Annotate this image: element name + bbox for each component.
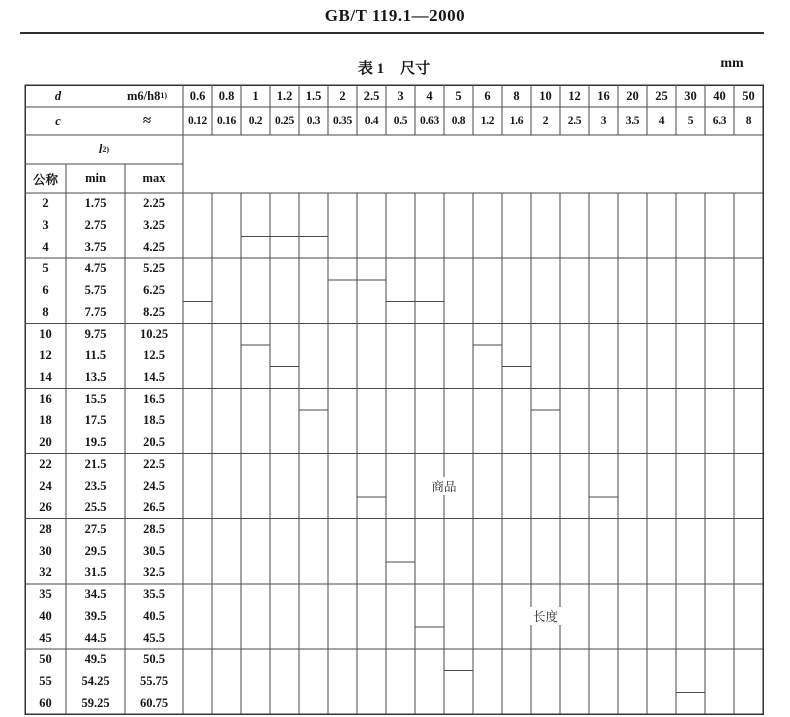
d-value-cell: 10	[539, 88, 552, 103]
doc-number: GB/T 119.1—2000	[324, 6, 466, 25]
c-value-cell: 0.3	[306, 115, 321, 127]
c-value-cell: 1.2	[480, 115, 495, 127]
l-min-cell: 25.5	[84, 500, 107, 515]
c-value-cell: 8	[745, 115, 752, 127]
c-value-cell: 4	[658, 115, 665, 127]
l-max-cell: 22.5	[143, 456, 165, 471]
l-nominal-cell: 50	[39, 652, 52, 667]
l-nominal-cell: 35	[39, 587, 52, 602]
l-max-cell: 35.5	[143, 587, 165, 602]
l-min-cell: 3.75	[84, 239, 107, 254]
l-nominal-cell: 20	[39, 435, 52, 450]
d-value-cell: 8	[513, 88, 520, 103]
d-value-cell: 25	[655, 88, 668, 103]
d-header-label: d	[54, 88, 62, 103]
c-value-cell: 0.5	[393, 115, 408, 127]
l-max-cell: 24.5	[143, 478, 165, 493]
l-max-cell: 20.5	[143, 435, 165, 450]
l-min-cell: 44.5	[84, 630, 107, 645]
l-max-cell: 40.5	[143, 608, 165, 623]
l-max-cell: 4.25	[143, 239, 165, 254]
l-max-cell: 32.5	[143, 565, 165, 580]
c-header-label: c	[55, 113, 61, 128]
l-min-cell: 2.75	[84, 218, 107, 233]
l-min-cell: 54.25	[81, 673, 110, 688]
d-value-cell: 16	[597, 88, 610, 103]
l-nominal-cell: 30	[39, 543, 52, 558]
l-nominal-cell: 2	[42, 196, 49, 211]
l-max-cell: 60.75	[139, 695, 169, 710]
c-value-cell: 3	[600, 115, 607, 127]
d-value-cell: 12	[568, 88, 581, 103]
unit-label: mm	[720, 56, 744, 71]
l-max-cell: 3.25	[143, 218, 165, 233]
l-max-cell: 2.25	[143, 196, 165, 211]
commercial-length-band-label: 长度	[530, 607, 561, 625]
max-column-header: max	[142, 171, 166, 185]
l-min-cell: 17.5	[84, 413, 107, 428]
l-nominal-cell: 40	[39, 608, 52, 623]
d-value-cell: 1	[252, 88, 259, 103]
l-max-cell: 18.5	[143, 413, 165, 428]
commercial-length-band-label: 商品	[428, 477, 459, 495]
d-value-cell: 1.5	[305, 88, 322, 103]
d-tolerance-text: m6/h8	[126, 88, 161, 103]
l-max-cell: 45.5	[143, 630, 165, 645]
l-min-cell: 21.5	[84, 456, 107, 471]
c-value-cell: 2.5	[567, 115, 582, 127]
l-nominal-cell: 18	[39, 413, 52, 428]
l-nominal-cell: 16	[39, 391, 52, 406]
l-nominal-cell: 4	[42, 239, 49, 254]
d-value-cell: 2.5	[363, 88, 380, 103]
l-max-cell: 5.25	[143, 261, 165, 276]
l-max-cell: 6.25	[143, 283, 165, 298]
l-nominal-cell: 14	[39, 370, 52, 384]
l-max-cell: 26.5	[143, 500, 165, 515]
l-max-cell: 14.5	[143, 370, 165, 384]
l-min-cell: 19.5	[84, 435, 107, 450]
d-value-cell: 6	[484, 88, 491, 103]
approx-symbol: ≈	[142, 112, 152, 129]
l-min-cell: 1.75	[84, 196, 107, 211]
l-min-cell: 4.75	[84, 261, 107, 276]
l-nominal-cell: 5	[42, 261, 49, 276]
table-caption-label: 表 1	[357, 61, 385, 77]
l-min-cell: 11.5	[84, 348, 107, 363]
d-value-cell: 1.2	[276, 88, 293, 103]
l-max-cell: 16.5	[143, 391, 165, 406]
c-value-cell: 5	[687, 115, 694, 127]
l-nominal-cell: 12	[39, 348, 52, 363]
l-min-cell: 7.75	[84, 304, 107, 319]
l-nominal-cell: 24	[39, 478, 52, 493]
min-column-header: min	[85, 171, 106, 185]
l-min-cell: 59.25	[81, 695, 110, 710]
nominal-column-header: 公称	[32, 172, 58, 187]
l-nominal-cell: 60	[39, 695, 52, 710]
d-value-cell: 3	[397, 88, 404, 103]
l-min-cell: 39.5	[84, 608, 107, 623]
d-value-cell: 0.8	[218, 88, 235, 103]
l-nominal-cell: 45	[39, 630, 52, 645]
l-nominal-cell: 10	[39, 326, 52, 341]
d-value-cell: 50	[742, 88, 755, 103]
d-value-cell: 30	[684, 88, 697, 103]
c-value-cell: 0.63	[420, 115, 439, 127]
d-value-cell: 20	[626, 88, 639, 103]
c-value-cell: 2	[542, 115, 549, 127]
l-min-cell: 5.75	[84, 283, 107, 298]
l-nominal-cell: 26	[39, 500, 52, 515]
l-max-cell: 8.25	[143, 304, 165, 319]
c-value-cell: 0.16	[217, 115, 236, 127]
c-value-cell: 6.3	[712, 115, 727, 127]
l-max-cell: 30.5	[143, 543, 165, 558]
l-max-cell: 55.75	[139, 673, 169, 688]
l-min-cell: 13.5	[84, 370, 107, 384]
l-min-cell: 29.5	[84, 543, 107, 558]
d-value-cell: 4	[426, 88, 433, 103]
table-caption-title: 尺寸	[400, 61, 431, 77]
l-nominal-cell: 55	[39, 673, 52, 688]
c-value-cell: 0.4	[364, 115, 379, 127]
l-nominal-cell: 3	[42, 218, 49, 233]
c-value-cell: 0.35	[333, 115, 352, 127]
l-max-cell: 12.5	[143, 348, 165, 363]
l-max-cell: 10.25	[139, 326, 169, 341]
l-nominal-cell: 8	[42, 304, 49, 319]
l-min-cell: 27.5	[84, 521, 107, 536]
l-min-cell: 49.5	[84, 652, 107, 667]
c-value-cell: 0.12	[188, 115, 207, 127]
l-min-cell: 9.75	[84, 326, 107, 341]
d-value-cell: 2	[339, 88, 346, 103]
d-value-cell: 5	[455, 88, 462, 103]
c-value-cell: 1.6	[509, 115, 524, 127]
c-value-cell: 0.25	[275, 115, 294, 127]
l-nominal-cell: 22	[39, 456, 52, 471]
d-value-cell: 40	[713, 88, 726, 103]
c-value-cell: 0.8	[451, 115, 466, 127]
l-nominal-cell: 32	[39, 565, 52, 580]
l-max-cell: 50.5	[143, 652, 165, 667]
c-value-cell: 3.5	[625, 115, 640, 127]
l-max-cell: 28.5	[143, 521, 165, 536]
d-tolerance-label: m6/h8 1)	[126, 88, 167, 103]
l-min-cell: 31.5	[84, 565, 107, 580]
d-value-cell: 0.6	[189, 88, 206, 103]
l-header-label: l 2)	[98, 142, 110, 156]
l-nominal-cell: 28	[39, 521, 52, 536]
l-nominal-cell: 6	[42, 283, 49, 298]
l-header-text: l	[98, 142, 103, 156]
c-value-cell: 0.2	[248, 115, 263, 127]
l-min-cell: 23.5	[84, 478, 107, 493]
l-min-cell: 34.5	[84, 587, 107, 602]
l-min-cell: 15.5	[84, 391, 107, 406]
